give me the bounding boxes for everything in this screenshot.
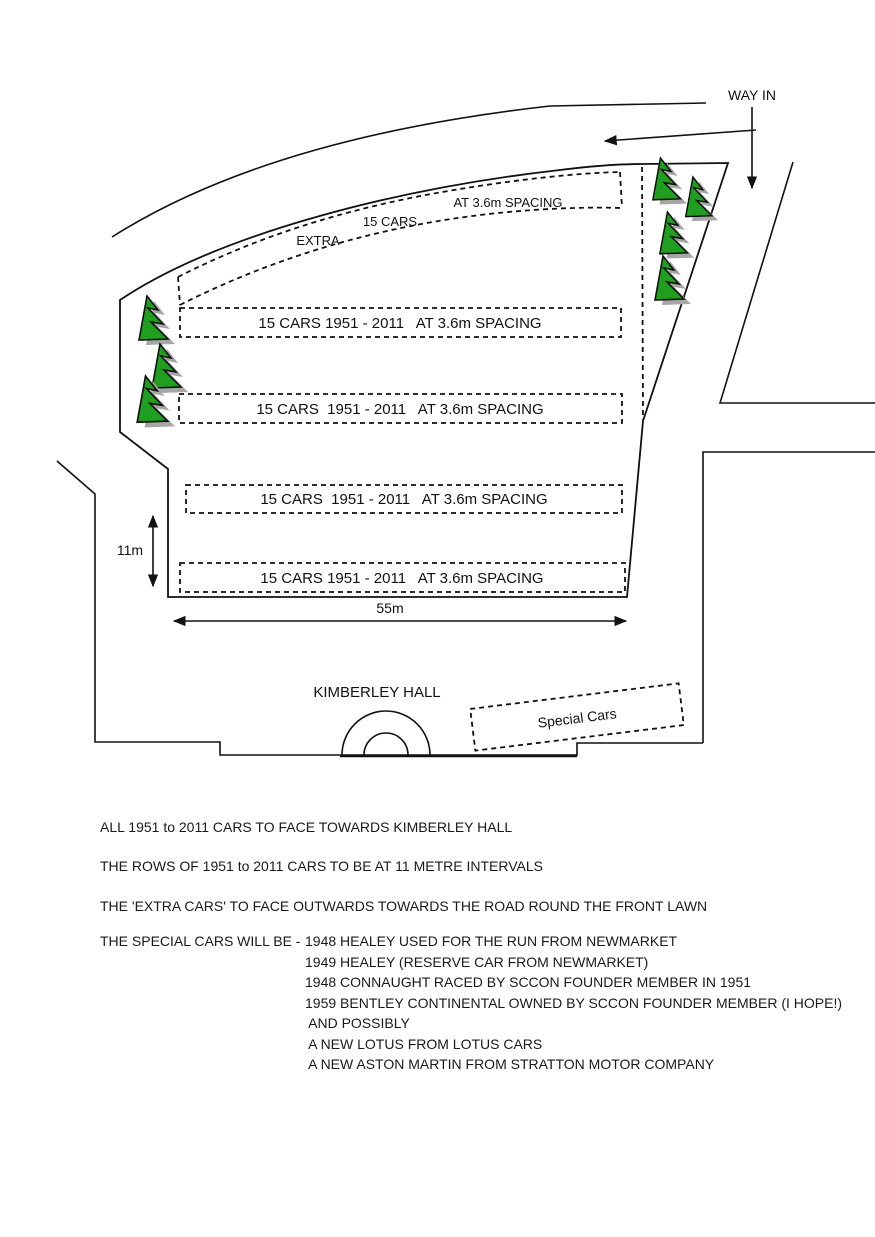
note-face-towards-hall: ALL 1951 to 2011 CARS TO FACE TOWARDS KIMBERLEY HALL <box>100 819 513 835</box>
dimension-55m <box>174 600 626 621</box>
tree-icon <box>655 256 691 305</box>
extra-band-left-cap <box>178 277 180 305</box>
parking-edge-dashed-line <box>642 167 643 420</box>
special-car-item: 1948 HEALEY USED FOR THE RUN FROM NEWMARKET <box>305 933 678 949</box>
car-row-1-label: 15 CARS 1951 - 2011 AT 3.6m SPACING <box>258 315 542 332</box>
way-in <box>605 87 776 188</box>
car-row-2-label: 15 CARS 1951 - 2011 AT 3.6m SPACING <box>256 401 544 418</box>
special-cars-label: Special Cars <box>536 705 618 731</box>
extra-band-right-cap <box>620 172 622 208</box>
tree-icon <box>653 158 687 205</box>
way-in-label: WAY IN <box>728 87 776 103</box>
entrance-arch <box>342 711 430 755</box>
extra-band-label-15cars: 15 CARS <box>362 214 418 229</box>
car-row-3-label: 15 CARS 1951 - 2011 AT 3.6m SPACING <box>260 491 548 508</box>
tree-icon <box>152 344 188 393</box>
car-row-2 <box>179 394 622 423</box>
car-row-4 <box>180 563 625 592</box>
special-car-item: AND POSSIBLY <box>305 1015 410 1031</box>
tree-icon <box>660 212 694 259</box>
special-cars-heading: THE SPECIAL CARS WILL BE - <box>100 933 301 949</box>
way-in-left-arrow <box>605 130 756 141</box>
tree-icon <box>686 177 718 221</box>
dimension-55m-label: 55m <box>376 600 404 616</box>
extra-band-label-extra: EXTRA <box>296 233 340 248</box>
car-row-1 <box>180 308 621 337</box>
building-label: KIMBERLEY HALL <box>313 684 441 701</box>
special-car-item: 1959 BENTLEY CONTINENTAL OWNED BY SCCON FOUNDER MEMBER (I HOPE!) <box>305 995 843 1011</box>
car-row-4-label: 15 CARS 1951 - 2011 AT 3.6m SPACING <box>260 570 544 587</box>
special-car-item: 1949 HEALEY (RESERVE CAR FROM NEWMARKET) <box>305 954 649 970</box>
dimension-11m-label: 11m <box>116 542 144 558</box>
car-row-3 <box>186 485 622 513</box>
extra-band-label-spacing: AT 3.6m SPACING <box>453 195 563 210</box>
road-lower-right-edge <box>703 452 875 743</box>
special-car-item: A NEW LOTUS FROM LOTUS CARS <box>305 1036 543 1052</box>
note-row-intervals: THE ROWS OF 1951 to 2011 CARS TO BE AT 11 METRE INTERVALS <box>100 858 543 874</box>
tree-icon <box>139 296 175 345</box>
special-car-item: A NEW ASTON MARTIN FROM STRATTON MOTOR COMPANY <box>305 1056 715 1072</box>
dimension-11m <box>117 516 153 586</box>
lawn-boundary <box>120 163 728 597</box>
special-car-item: 1948 CONNAUGHT RACED BY SCCON FOUNDER MEMBER IN 1951 <box>305 974 752 990</box>
road-right-edge <box>720 162 875 403</box>
special-cars-area <box>470 683 684 750</box>
note-extra-cars: THE 'EXTRA CARS' TO FACE OUTWARDS TOWARDS THE ROAD ROUND THE FRONT LAWN <box>100 898 708 914</box>
